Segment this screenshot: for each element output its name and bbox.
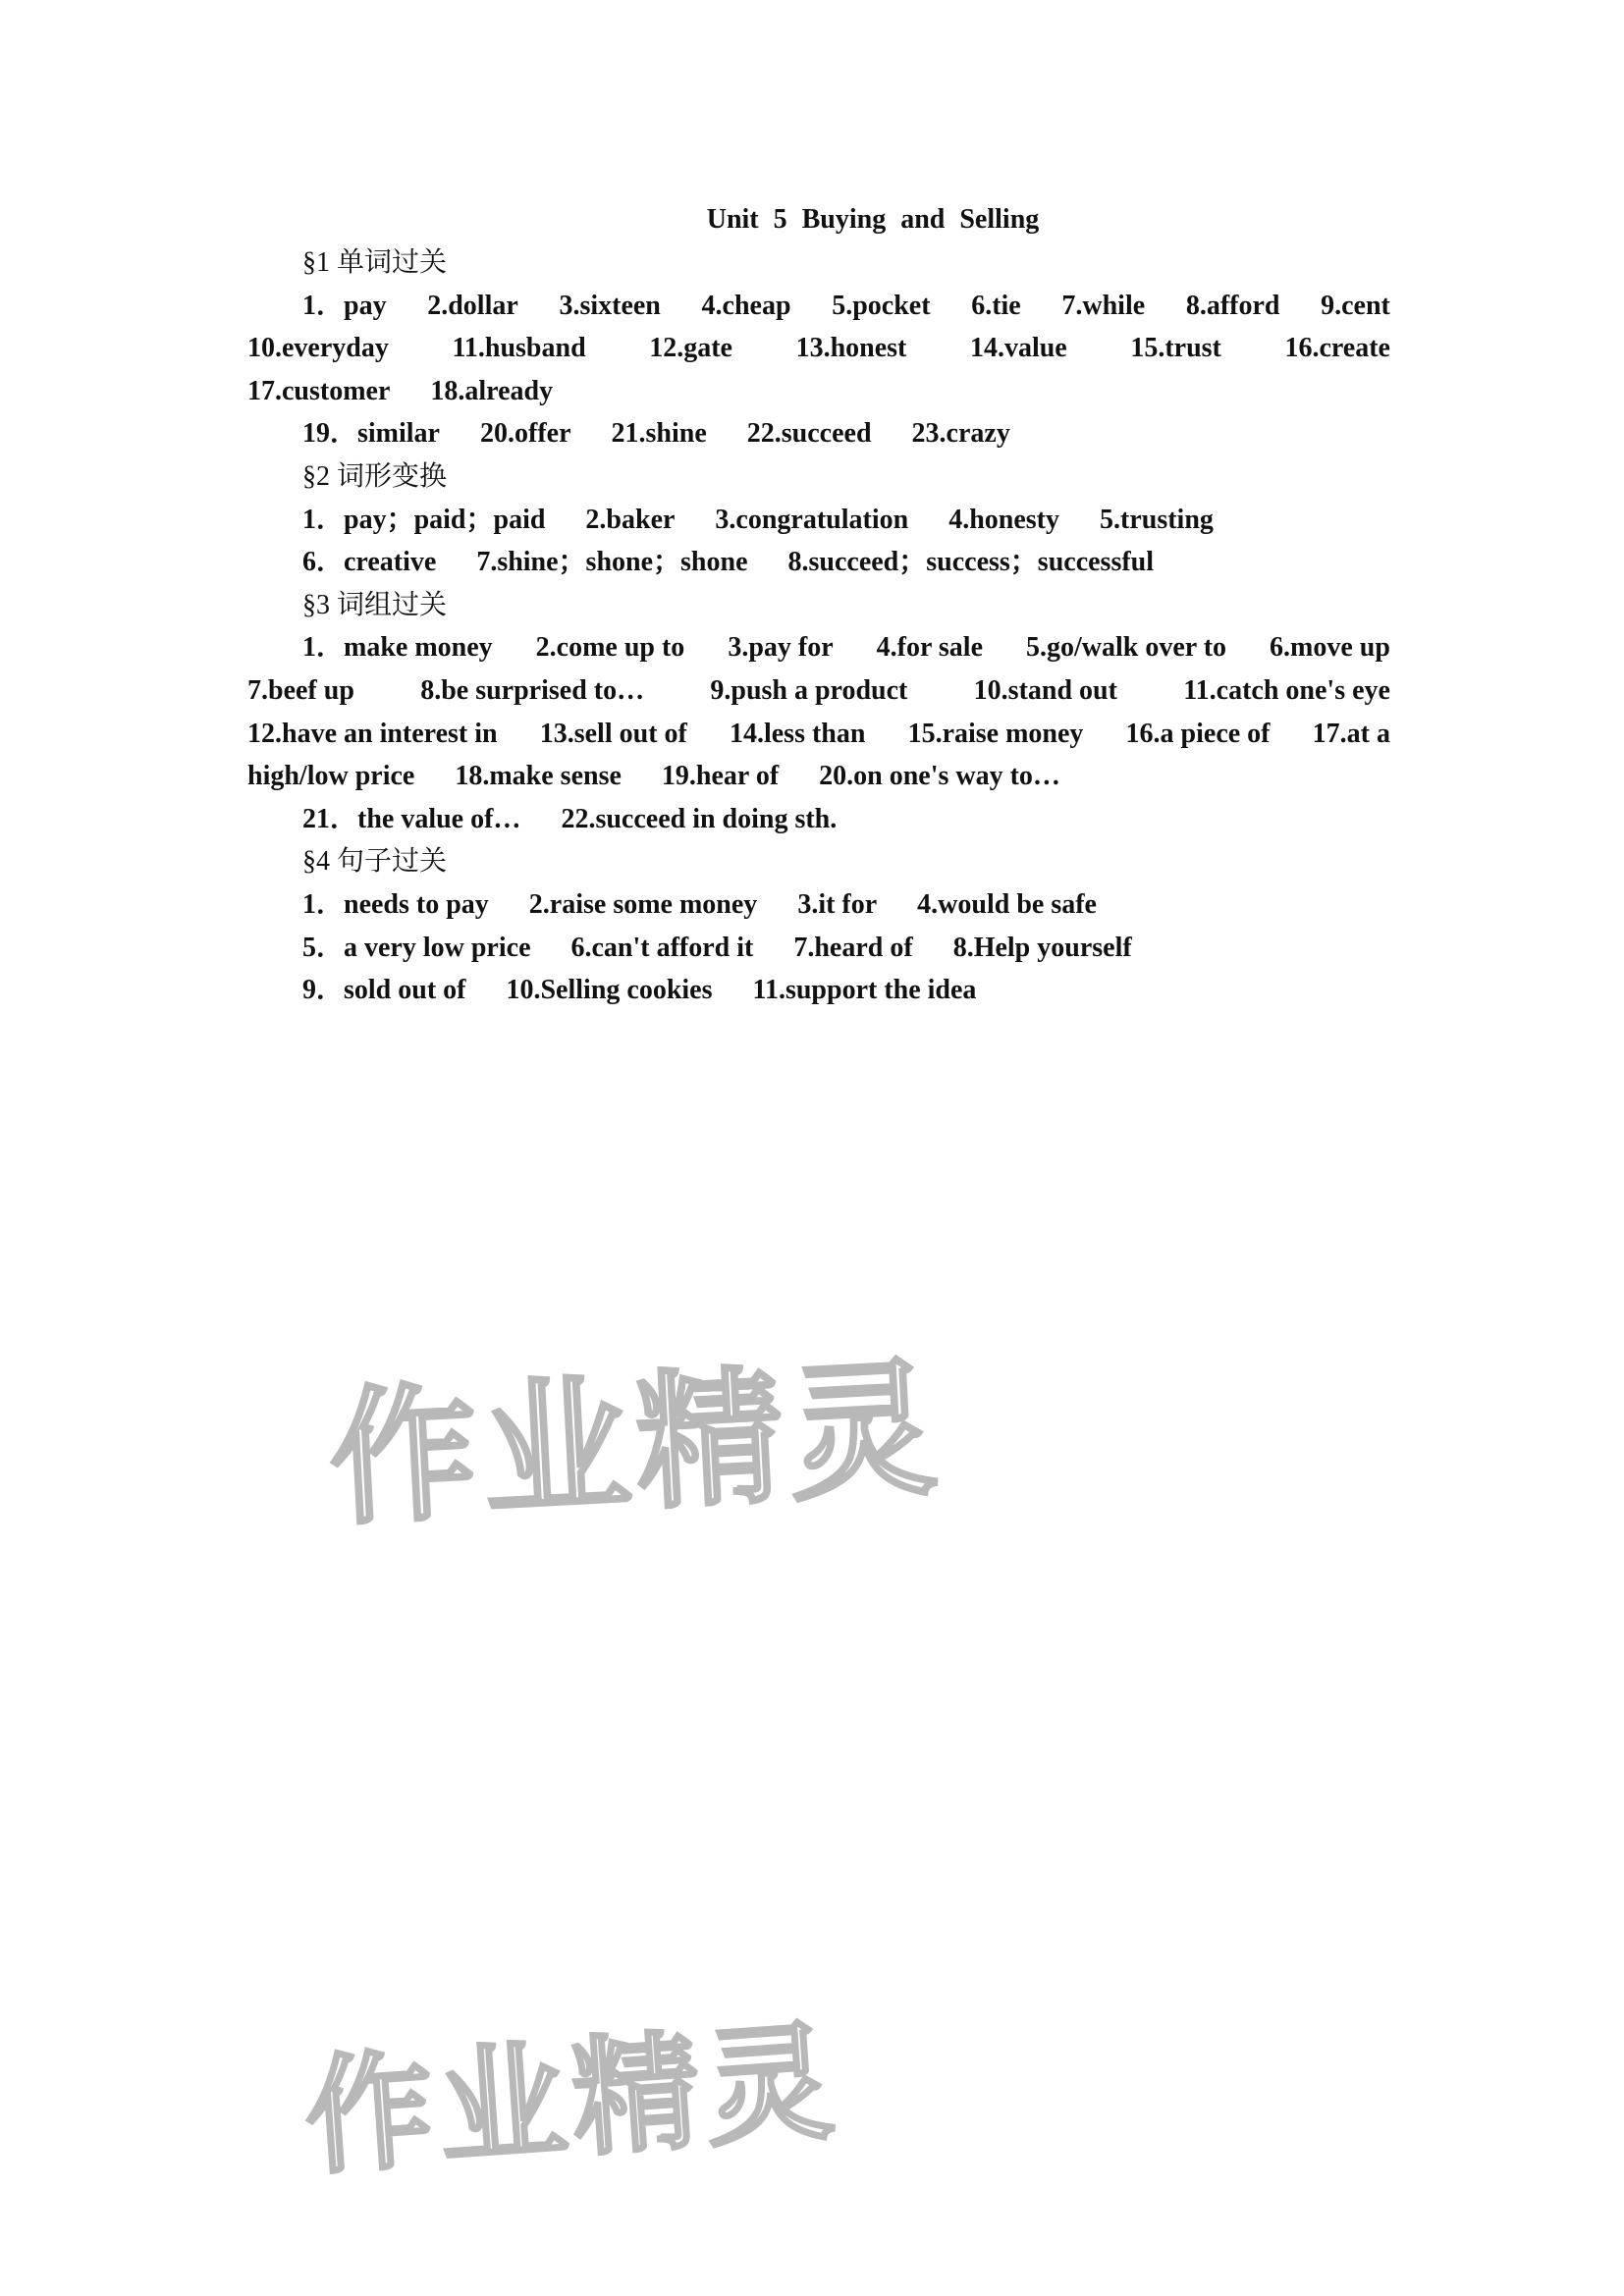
answer-item: 18.already bbox=[430, 375, 554, 406]
answer-item: 12.gate bbox=[649, 333, 732, 364]
watermark: 作业精灵 bbox=[325, 1343, 947, 1547]
answer-item: 3.congratulation bbox=[715, 504, 909, 535]
answer-page bbox=[247, 198, 1390, 1012]
answer-item: 14.value bbox=[969, 333, 1067, 364]
answer-item: 5.trusting bbox=[1100, 504, 1214, 535]
section-1-line-1 bbox=[247, 285, 1390, 328]
answer-item: 20.on one's way to… bbox=[819, 761, 1060, 792]
answer-item: 4.would be safe bbox=[917, 888, 1097, 920]
answer-item: 16.create bbox=[1284, 333, 1390, 364]
answer-item: 7.while bbox=[1061, 290, 1146, 321]
answer-item: 5.pocket bbox=[832, 290, 931, 321]
answer-item: 18.make sense bbox=[455, 761, 622, 792]
answer-item: 10.Selling cookies bbox=[506, 975, 713, 1006]
section-2-line-1 bbox=[247, 499, 1390, 542]
answer-item: 7.shine；shone；shone bbox=[476, 547, 748, 578]
answer-item: 13.honest bbox=[795, 333, 907, 364]
answer-item: 11.husband bbox=[452, 333, 586, 364]
answer-item: 3.it for bbox=[797, 888, 878, 920]
answer-item: 13.sell out of bbox=[539, 718, 687, 749]
answer-item: 10.everyday bbox=[247, 333, 389, 364]
answer-item: 15.trust bbox=[1130, 333, 1221, 364]
answer-item: 22.succeed bbox=[746, 418, 872, 450]
answer-item: 10.stand out bbox=[973, 674, 1117, 706]
section-1-line-3 bbox=[247, 370, 1390, 413]
answer-item: 19.hear of bbox=[661, 761, 780, 792]
answer-item: high/low price bbox=[247, 761, 415, 792]
answer-item: 15.raise money bbox=[907, 718, 1084, 749]
answer-item: 8.be surprised to… bbox=[420, 674, 645, 706]
answer-item: 14.less than bbox=[729, 718, 866, 749]
answer-item: 11.support the idea bbox=[752, 975, 977, 1006]
section-4-line-2 bbox=[247, 927, 1390, 970]
answer-item: 3.sixteen bbox=[559, 290, 661, 321]
answer-item: 9.push a product bbox=[710, 674, 908, 706]
section-1-line-4 bbox=[247, 412, 1390, 455]
answer-item: 16.a piece of bbox=[1125, 718, 1271, 749]
section-3-line-5 bbox=[247, 798, 1390, 841]
answer-item: 11.catch one's eye bbox=[1183, 674, 1390, 706]
answer-item: 6.tie bbox=[971, 290, 1021, 321]
answer-item: 23.crazy bbox=[911, 418, 1010, 450]
answer-item: 2.raise some money bbox=[528, 888, 758, 920]
answer-item: 1．make money bbox=[302, 632, 493, 664]
section-2-line-2 bbox=[247, 541, 1390, 584]
answer-item: 5．a very low price bbox=[302, 932, 531, 963]
answer-item: 7.beef up bbox=[247, 674, 354, 706]
answer-item: 22.succeed in doing sth. bbox=[561, 803, 838, 834]
answer-item: 9.cent bbox=[1321, 290, 1390, 321]
answer-item: 21．the value of… bbox=[302, 803, 521, 834]
answer-item: 3.pay for bbox=[728, 632, 834, 664]
answer-item: 9．sold out of bbox=[302, 975, 466, 1006]
answer-item: 6．creative bbox=[302, 547, 437, 578]
section-1-line-2 bbox=[247, 327, 1390, 370]
answer-item: 6.move up bbox=[1270, 632, 1390, 664]
page-title: Unit 5 Buying and Selling bbox=[706, 204, 1040, 235]
answer-item: 12.have an interest in bbox=[247, 718, 498, 749]
section-4-line-3 bbox=[247, 969, 1390, 1012]
answer-item: 1．needs to pay bbox=[302, 888, 489, 920]
section-1-heading: §1 单词过关 bbox=[302, 247, 448, 278]
section-3-line-3 bbox=[247, 713, 1390, 756]
section-3-line-1 bbox=[247, 626, 1390, 669]
answer-item: 17.customer bbox=[247, 375, 391, 406]
section-3-line-4 bbox=[247, 755, 1390, 798]
watermark: 作业精灵 bbox=[300, 2006, 844, 2193]
answer-item: 1．pay bbox=[302, 290, 387, 321]
answer-item: 2.baker bbox=[585, 504, 676, 535]
section-3-heading: §3 词组过关 bbox=[302, 589, 448, 620]
answer-item: 19．similar bbox=[302, 418, 440, 450]
answer-item: 8.succeed；success；successful bbox=[787, 547, 1155, 578]
answer-item: 17.at a bbox=[1312, 718, 1390, 749]
answer-item: 4.cheap bbox=[701, 290, 791, 321]
section-2-heading: §2 词形变换 bbox=[302, 460, 448, 492]
answer-item: 4.honesty bbox=[948, 504, 1059, 535]
answer-item: 2.come up to bbox=[535, 632, 685, 664]
section-3-line-2 bbox=[247, 669, 1390, 713]
section-4-heading: §4 句子过关 bbox=[302, 846, 448, 878]
answer-item: 4.for sale bbox=[876, 632, 983, 664]
answer-item: 5.go/walk over to bbox=[1026, 632, 1227, 664]
answer-item: 8.afford bbox=[1185, 290, 1280, 321]
answer-item: 6.can't afford it bbox=[570, 932, 754, 963]
answer-item: 7.heard of bbox=[793, 932, 913, 963]
answer-item: 2.dollar bbox=[427, 290, 518, 321]
answer-item: 20.offer bbox=[480, 418, 571, 450]
answer-item: 8.Help yourself bbox=[952, 932, 1132, 963]
answer-item: 21.shine bbox=[611, 418, 707, 450]
section-4-line-1 bbox=[247, 883, 1390, 927]
answer-item: 1．pay；paid；paid bbox=[302, 504, 546, 535]
